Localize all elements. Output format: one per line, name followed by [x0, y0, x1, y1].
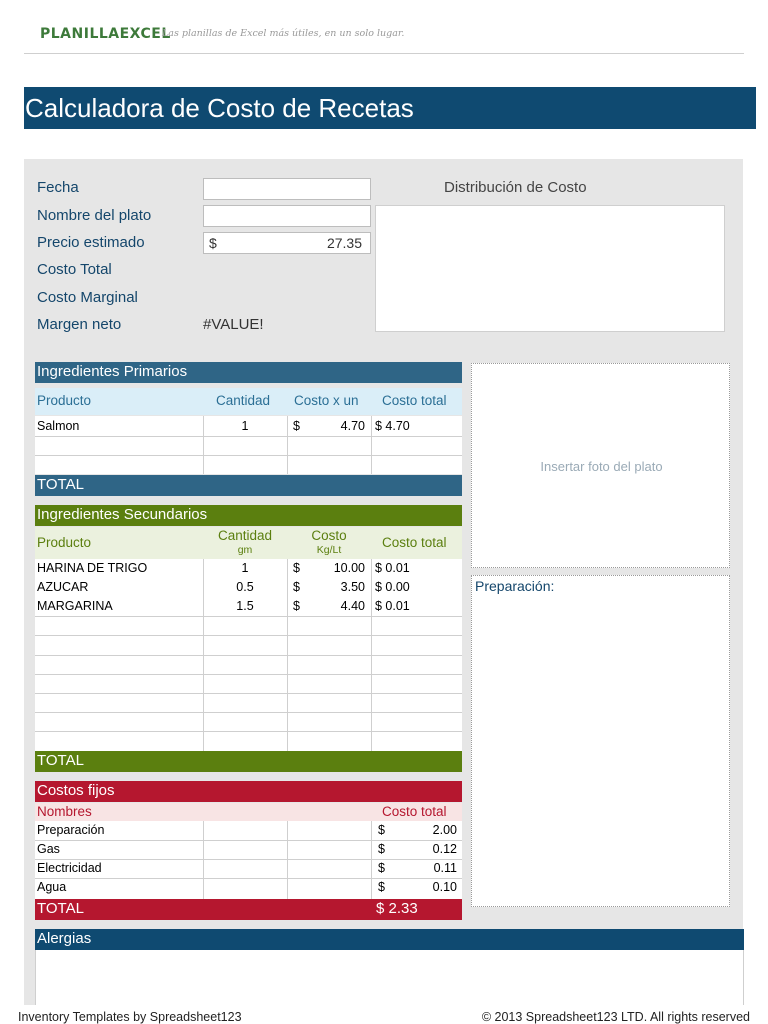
costo-cell: 4.40 [340, 599, 365, 613]
fecha-label: Fecha [37, 179, 79, 196]
col-producto: Producto [37, 393, 92, 408]
currency-cell: $ [378, 842, 385, 856]
page-title: Calculadora de Costo de Recetas [24, 87, 756, 129]
currency-cell: $ [378, 823, 385, 837]
col-cantidad: Cantidad [216, 393, 271, 408]
brand-logo[interactable]: PLANILLAEXCEL [40, 26, 171, 42]
col-nombres: Nombres [37, 804, 92, 819]
footer-right: © 2013 Spreadsheet123 LTD. All rights reserved [481, 1010, 750, 1024]
valor-cell: 0.10 [432, 880, 457, 894]
table-row[interactable] [35, 840, 462, 859]
precio-currency: $ [209, 235, 217, 251]
valor-cell: 0.11 [433, 861, 457, 875]
total-cell: $ 0.01 [375, 561, 410, 575]
footer-left[interactable]: Inventory Templates by Spreadsheet123 [18, 1010, 242, 1024]
secundarios-total: TOTAL [35, 751, 462, 772]
col-producto: Producto [37, 535, 92, 550]
precio-value: 27.35 [326, 235, 362, 251]
col-cantidad-unit: gm [237, 544, 253, 556]
costo-total-label: Costo Total [37, 261, 112, 278]
col-costo-x-un: Costo x un [294, 393, 359, 408]
primarios-total: TOTAL [35, 475, 462, 496]
costo-cell: 10.00 [333, 561, 365, 575]
currency-cell: $ [293, 419, 300, 433]
fijos-total-row [35, 899, 462, 920]
producto-cell: HARINA DE TRIGO [37, 561, 148, 575]
total-cell: $ 4.70 [375, 419, 410, 433]
brand-tagline: Las planillas de Excel más útiles, en un solo lugar. [162, 28, 405, 39]
nombre-plato-label: Nombre del plato [37, 207, 152, 224]
table-row[interactable] [35, 821, 462, 840]
currency-cell: $ [378, 861, 385, 875]
precio-estimado-label: Precio estimado [37, 234, 145, 251]
col-costo-total: Costo total [382, 804, 447, 819]
table-row[interactable] [35, 878, 462, 897]
cantidad-cell: 1 [241, 561, 249, 575]
fijos-total-label: TOTAL [37, 900, 84, 917]
table-row[interactable] [35, 578, 462, 597]
header-divider [24, 53, 744, 54]
nombre-plato-field[interactable] [203, 205, 371, 227]
producto-cell: AZUCAR [37, 580, 89, 594]
alergias-field[interactable] [35, 950, 744, 1005]
producto-cell: MARGARINA [37, 599, 113, 613]
fijos-header: Costos fijos [35, 781, 462, 802]
currency-cell: $ [293, 599, 300, 613]
margen-neto-label: Margen neto [37, 316, 122, 333]
cantidad-cell: 0.5 [236, 580, 254, 594]
table-row[interactable] [35, 417, 462, 436]
secundarios-column-header [35, 527, 462, 559]
nombre-cell: Gas [37, 842, 60, 856]
fijos-total-value: $ 2.33 [376, 900, 418, 917]
fijos-table [35, 821, 462, 899]
primarios-header: Ingredientes Primarios [35, 362, 462, 383]
total-cell: $ 0.00 [375, 580, 410, 594]
fecha-field[interactable] [203, 178, 371, 200]
costo-cell: 4.70 [340, 419, 365, 433]
cantidad-cell: 1.5 [236, 599, 254, 613]
primarios-table [35, 416, 462, 474]
col-costo: Costo [311, 528, 347, 543]
nombre-cell: Electricidad [37, 861, 102, 875]
valor-cell: 0.12 [432, 842, 457, 856]
costo-marginal-label: Costo Marginal [37, 289, 138, 306]
table-row[interactable] [35, 559, 462, 578]
foto-placeholder: Insertar foto del plato [540, 459, 663, 474]
margen-neto-value: #VALUE! [203, 316, 264, 333]
table-row[interactable] [35, 597, 462, 616]
col-costo-total: Costo total [382, 535, 447, 550]
preparacion-box[interactable] [471, 575, 730, 907]
col-costo-total: Costo total [382, 393, 447, 408]
col-costo-unit: Kg/Lt [316, 544, 342, 556]
alergias-header: Alergias [35, 929, 744, 950]
primarios-column-header [35, 388, 462, 415]
distribucion-costo-chart [375, 205, 725, 332]
precio-estimado-field[interactable] [203, 232, 371, 254]
currency-cell: $ [293, 561, 300, 575]
preparacion-label: Preparación: [475, 578, 555, 594]
valor-cell: 2.00 [432, 823, 457, 837]
currency-cell: $ [378, 880, 385, 894]
secundarios-header: Ingredientes Secundarios [35, 505, 462, 526]
distribucion-costo-label: Distribución de Costo [444, 179, 587, 196]
nombre-cell: Preparación [37, 823, 105, 837]
total-cell: $ 0.01 [375, 599, 410, 613]
fijos-column-header [35, 803, 462, 821]
producto-cell: Salmon [37, 419, 80, 433]
costo-cell: 3.50 [340, 580, 365, 594]
currency-cell: $ [293, 580, 300, 594]
secundarios-table [35, 559, 462, 752]
col-cantidad: Cantidad [217, 528, 273, 543]
cantidad-cell: 1 [241, 419, 249, 433]
table-row[interactable] [35, 859, 462, 878]
nombre-cell: Agua [37, 880, 67, 894]
foto-plato-box[interactable] [471, 363, 730, 568]
